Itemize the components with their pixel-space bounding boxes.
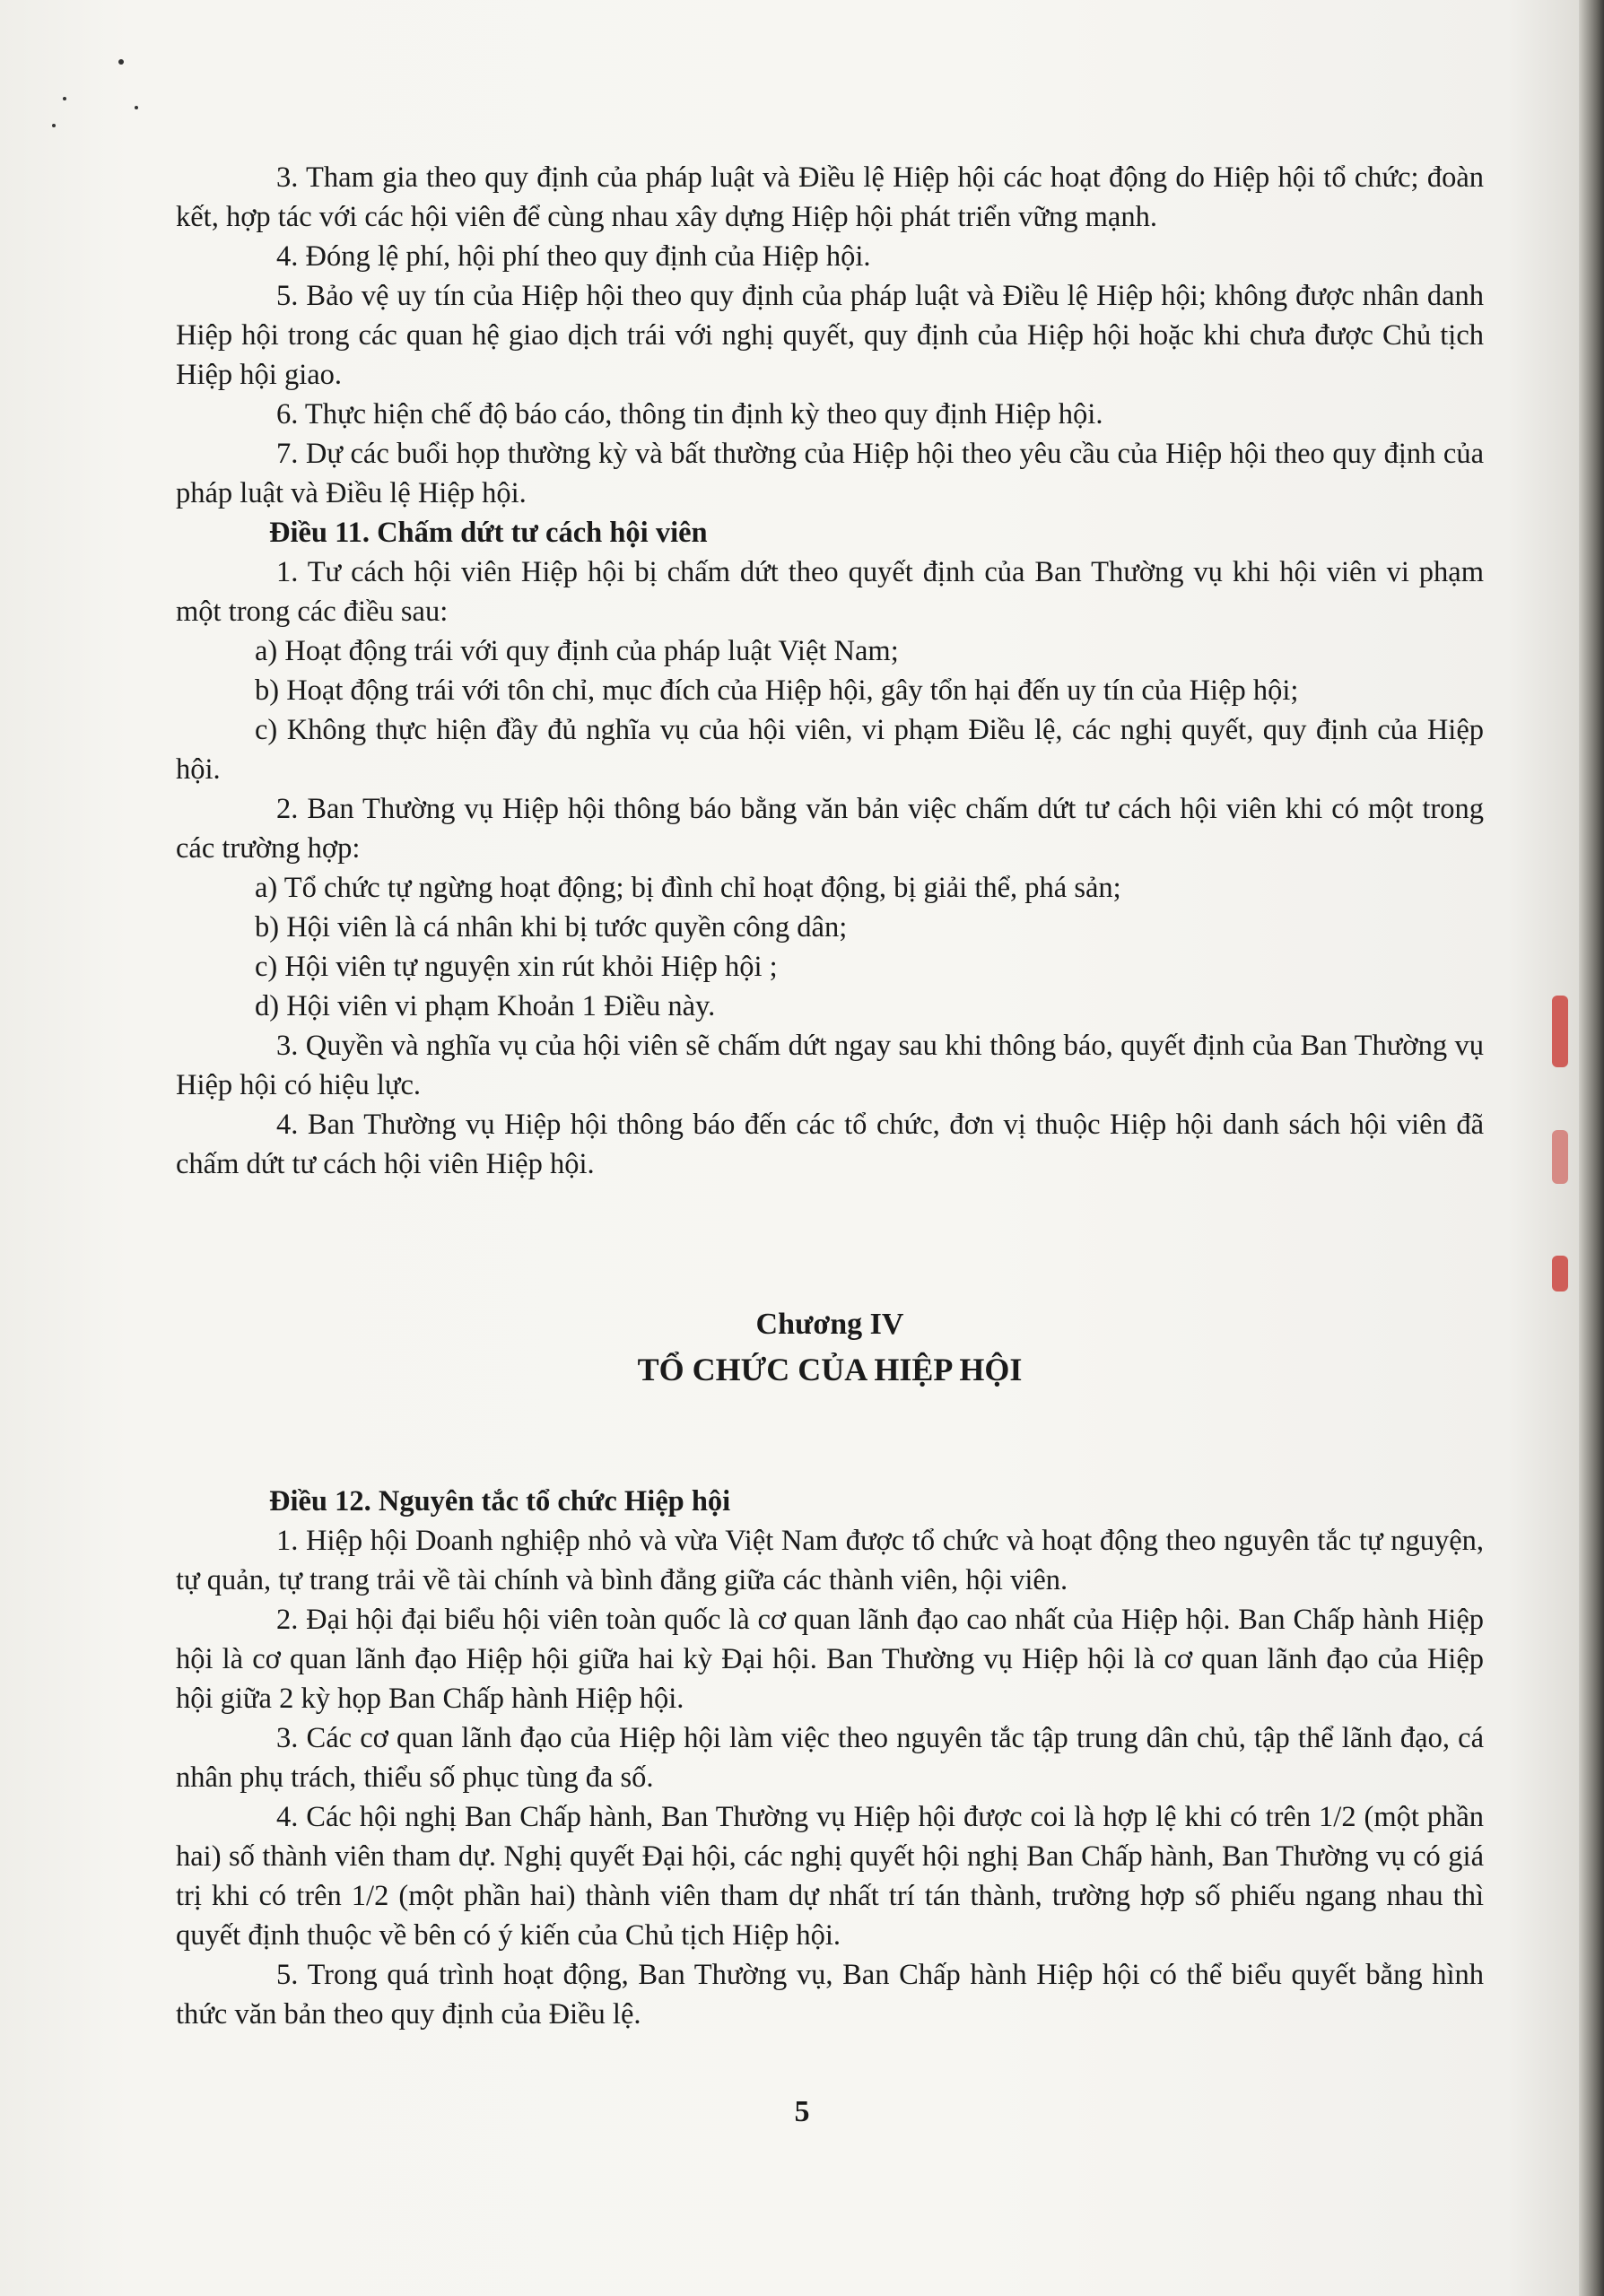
chapter-label: Chương IV bbox=[755, 1308, 904, 1341]
article-12-clause-2: 2. Đại hội đại biểu hội viên toàn quốc là cơ quan lãnh đạo cao nhất của Hiệp hội. Ban Chấp hành Hiệp hội là cơ quan lãnh đạo Hiệp hội giữa hai kỳ Đại hội. Ban Thường vụ Hiệp hội là cơ quan lãnh đạo của Hiệp hội giữa 2 kỳ họp Ban Chấp hành Hiệp hội. bbox=[176, 1604, 1484, 1715]
scan-speck bbox=[118, 59, 124, 65]
red-stamp-mark bbox=[1552, 1130, 1568, 1184]
scan-speck bbox=[135, 106, 138, 109]
article-11-clause-1-c: c) Không thực hiện đầy đủ nghĩa vụ của hội viên, vi phạm Điều lệ, các nghị quyết, quy định của Hiệp hội. bbox=[176, 714, 1484, 786]
article-11-clause-4: 4. Ban Thường vụ Hiệp hội thông báo đến các tổ chức, đơn vị thuộc Hiệp hội danh sách hội viên đã chấm dứt tư cách hội viên Hiệp hội. bbox=[176, 1109, 1484, 1180]
article-11-clause-1-a: a) Hoạt động trái với quy định của pháp luật Việt Nam; bbox=[255, 635, 899, 667]
article-11-heading: Điều 11. Chấm dứt tư cách hội viên bbox=[269, 517, 708, 549]
article-12-clause-4: 4. Các hội nghị Ban Chấp hành, Ban Thường vụ Hiệp hội được coi là hợp lệ khi có trên 1/2 (một phần hai) số thành viên tham dự. Nghị quyết Đại hội, các nghị quyết hội nghị Ban Chấp hành, Ban Thường vụ có giá trị khi có trên 1/2 (một phần hai) thành viên tham dự nhất trí tán thành, trường hợp số phiếu ngang nhau thì quyết định thuộc về bên có ý kiến của Chủ tịch Hiệp hội. bbox=[176, 1801, 1484, 1952]
article-10-item-7: 7. Dự các buổi họp thường kỳ và bất thường của Hiệp hội theo yêu cầu của Hiệp hội theo quy định của pháp luật và Điều lệ Hiệp hội. bbox=[176, 438, 1484, 509]
article-10-item-3: 3. Tham gia theo quy định của pháp luật và Điều lệ Hiệp hội các hoạt động do Hiệp hội tổ chức; đoàn kết, hợp tác với các hội viên để cùng nhau xây dựng Hiệp hội phát triển vững mạnh. bbox=[176, 161, 1484, 233]
page-number: 5 bbox=[794, 2095, 810, 2128]
article-12-clause-5: 5. Trong quá trình hoạt động, Ban Thường vụ, Ban Chấp hành Hiệp hội có thể biểu quyết bằng hình thức văn bản theo quy định của Điều lệ. bbox=[176, 1959, 1484, 2031]
red-stamp-mark bbox=[1552, 1256, 1568, 1292]
article-10-item-6: 6. Thực hiện chế độ báo cáo, thông tin định kỳ theo quy định Hiệp hội. bbox=[276, 398, 1103, 430]
article-11-clause-2-a: a) Tổ chức tự ngừng hoạt động; bị đình chỉ hoạt động, bị giải thể, phá sản; bbox=[255, 872, 1121, 904]
article-10-item-5: 5. Bảo vệ uy tín của Hiệp hội theo quy định của pháp luật và Điều lệ Hiệp hội; không được nhân danh Hiệp hội trong các quan hệ giao dịch trái với nghị quyết, quy định của Hiệp hội hoặc khi chưa được Chủ tịch Hiệp hội giao. bbox=[176, 280, 1484, 391]
article-11-clause-2-d: d) Hội viên vi phạm Khoản 1 Điều này. bbox=[255, 990, 716, 1022]
article-10-item-4: 4. Đóng lệ phí, hội phí theo quy định của Hiệp hội. bbox=[276, 240, 871, 273]
chapter-title: TỔ CHỨC CỦA HIỆP HỘI bbox=[637, 1352, 1023, 1387]
article-12-heading: Điều 12. Nguyên tắc tổ chức Hiệp hội bbox=[269, 1485, 731, 1518]
page-edge-shadow bbox=[1579, 0, 1604, 2296]
scan-speck bbox=[52, 124, 56, 127]
document-body bbox=[176, 158, 1484, 2034]
article-11-clause-1: 1. Tư cách hội viên Hiệp hội bị chấm dứt theo quyết định của Ban Thường vụ khi hội viên vi phạm một trong các điều sau: bbox=[176, 556, 1484, 628]
article-11-clause-3: 3. Quyền và nghĩa vụ của hội viên sẽ chấm dứt ngay sau khi thông báo, quyết định của Ban Thường vụ Hiệp hội có hiệu lực. bbox=[176, 1030, 1484, 1101]
article-11-clause-2: 2. Ban Thường vụ Hiệp hội thông báo bằng văn bản việc chấm dứt tư cách hội viên khi có một trong các trường hợp: bbox=[176, 793, 1484, 865]
scan-speck bbox=[63, 97, 66, 100]
article-11-clause-2-c: c) Hội viên tự nguyện xin rút khỏi Hiệp hội ; bbox=[255, 951, 778, 983]
red-stamp-mark bbox=[1552, 996, 1568, 1067]
article-11-clause-1-b: b) Hoạt động trái với tôn chỉ, mục đích của Hiệp hội, gây tổn hại đến uy tín của Hiệp hội; bbox=[255, 674, 1299, 707]
article-12-clause-3: 3. Các cơ quan lãnh đạo của Hiệp hội làm việc theo nguyên tắc tập trung dân chủ, tập thể lãnh đạo, cá nhân phụ trách, thiểu số phục tùng đa số. bbox=[176, 1722, 1484, 1794]
article-11-clause-2-b: b) Hội viên là cá nhân khi bị tước quyền công dân; bbox=[255, 911, 848, 944]
article-12-clause-1: 1. Hiệp hội Doanh nghiệp nhỏ và vừa Việt Nam được tổ chức và hoạt động theo nguyên tắc tự nguyện, tự quản, tự trang trải về tài chính và bình đẳng giữa các thành viên, hội viên. bbox=[176, 1525, 1484, 1596]
